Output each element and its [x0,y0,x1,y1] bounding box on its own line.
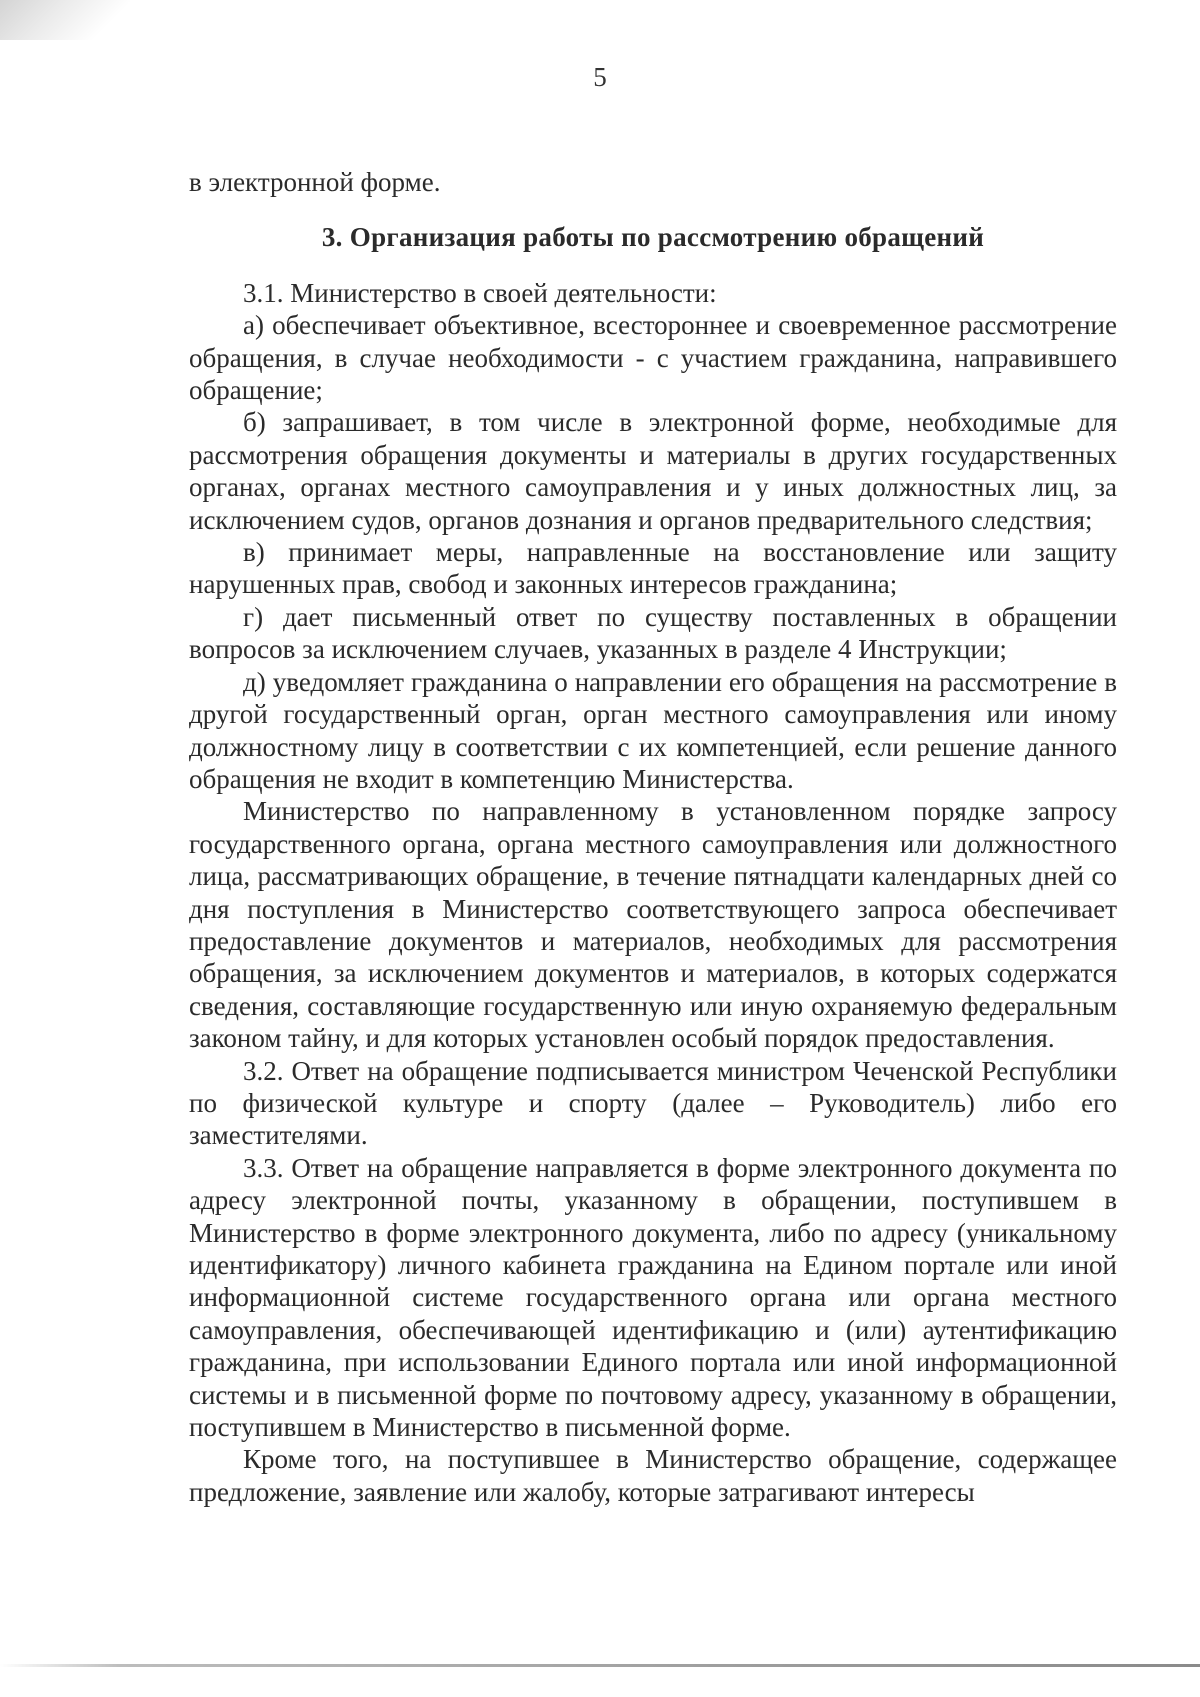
section-heading: 3. Организация работы по рассмотрению обращений [321,222,985,253]
page-number: 5 [593,62,607,92]
clause-3-1-g: г) дает письменный ответ по существу поставленных в обращении вопросов за исключением случаев, указанных в разделе 4 Инструкции; [189,601,1117,665]
document-body [189,166,1117,1508]
clause-3-1-v: в) принимает меры, направленные на восстановление или защиту нарушенных прав, свобод и законных интересов гражданина; [189,537,1117,600]
clause-3-1-b: б) запрашивает, в том числе в электронной форме, необходимые для рассмотрения обращения документы и материалы в других государственных органах, органах местного самоуправления и у иных должностных лиц, за исключением судов, органов дознания и органов предварительного следствия; [189,407,1117,535]
scan-artifact [0,0,150,40]
clause-3-3: 3.3. Ответ на обращение направляется в форме электронного документа по адресу электронной почты, указанному в обращении, поступившем в Министерство в форме электронного документа, либо по адресу (уникальному идентификатору) личного кабинета гражданина на Едином портале или иной информационной системе государственного органа или органа местного самоуправления, обеспечивающей идентификацию и (или) аутентификацию гражданина, при использовании Единого портала или иной информационной системы и в письменной форме по почтовому адресу, указанному в обращении, поступившем в Министерство в письменной форме. [189,1152,1117,1443]
continued-paragraph: в электронной форме. [189,167,441,197]
clause-3-1-d: д) уведомляет гражданина о направлении его обращения на рассмотрение в другой государственный орган, орган местного самоуправления или иному должностному лицу в соответствии с их компетенцией, если решение данного обращения не входит в компетенцию Министерства. [189,666,1117,794]
ministry-request-paragraph: Министерство по направленному в установленном порядке запросу государственного органа, органа местного самоуправления или должностного лица, рассматривающих обращение, в течение пятнадцати календарных дней со дня поступления в Министерство соответствующего запроса обеспечивает предоставление документов и материалов, необходимых для рассмотрения обращения, за исключением документов и материалов, в которых содержатся сведения, составляющие государственную или иную охраняемую федеральным законом тайну, и для которых установлен особый порядок предоставления. [189,796,1117,1054]
clause-3-1: 3.1. Министерство в своей деятельности: [243,277,717,308]
scan-edge-line [0,1664,1200,1667]
clause-3-1-a: а) обеспечивает объективное, всестороннее и своевременное рассмотрение обращения, в случае необходимости - с участием гражданина, направившего обращение; [189,310,1117,406]
additional-paragraph: Кроме того, на поступившее в Министерство обращение, содержащее предложение, заявление или жалобу, которые затрагивают интересы [189,1444,1117,1507]
clause-3-2: 3.2. Ответ на обращение подписывается министром Чеченской Республики по физической культуре и спорту (далее – Руководитель) либо его заместителями. [189,1055,1117,1151]
